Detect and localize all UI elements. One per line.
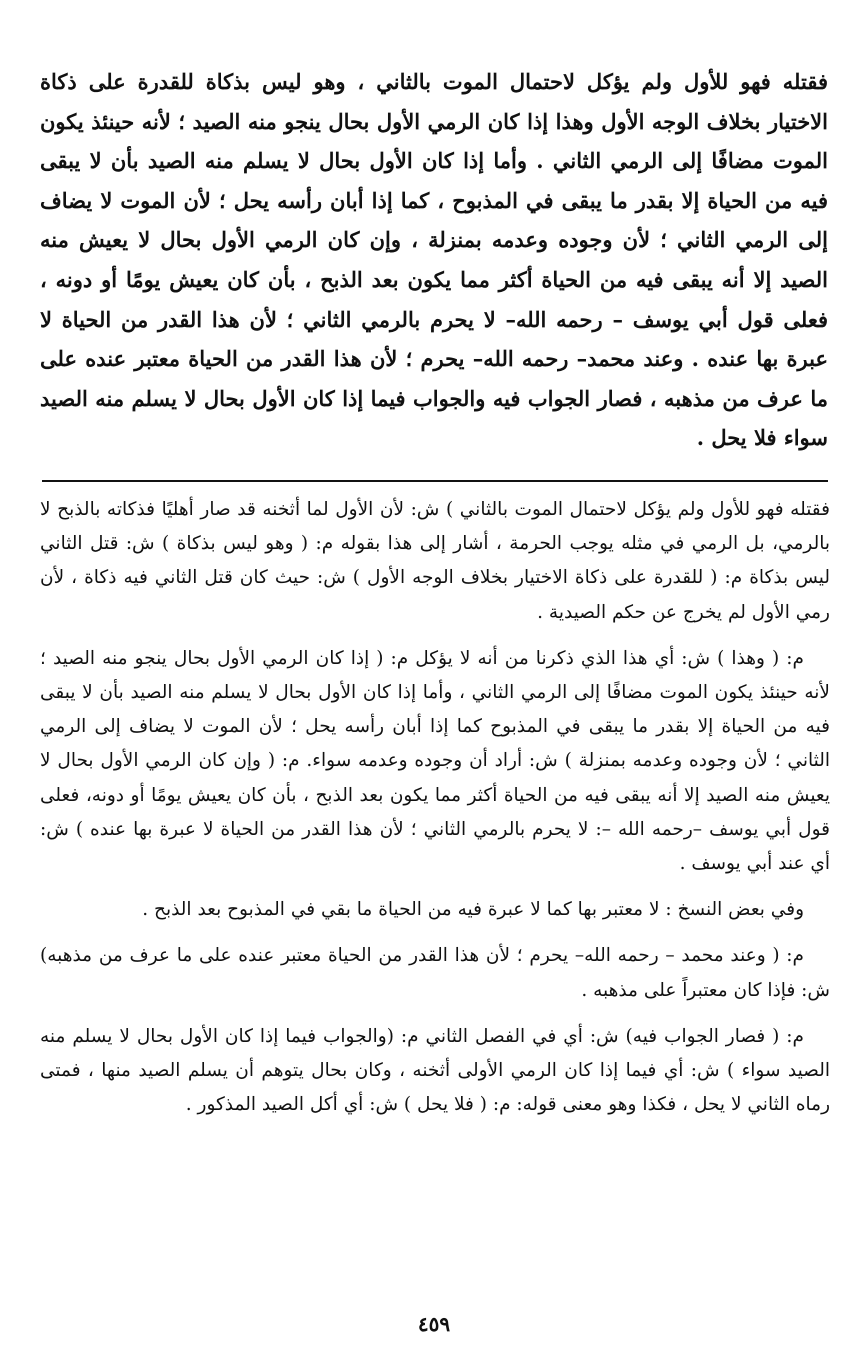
commentary-block: [40, 493, 830, 1134]
commentary-paragraph: م: ( فصار الجواب فيه) ش: أي في الفصل الثاني م: (والجواب فيما إذا كان الأول بحال لا يسلم منه الصيد سواء ) ش: أي فيما إذا كان الرمي الأولى أثخنه ، وكان بحال يتوهم أن يسلم الصيد منها ، فمتى رماه الثاني لا يحل ، فكذا وهو معنى قوله: م: ( فلا يحل ) ش: أي أكل الصيد المذكور .: [40, 1025, 830, 1116]
page-number: ٤٥٩: [417, 1312, 451, 1336]
main-text-block: [40, 62, 828, 458]
commentary-paragraph: م: ( وهذا ) ش: أي هذا الذي ذكرنا من أنه لا يؤكل م: ( إذا كان الرمي الأول بحال ينجو منه الصيد ؛ لأنه حينئذ يكون الموت مضافًا إلى الرمي الثاني ، وأما إذا كان الأول بحال لا يسلم منه الصيد بأن لا يبقى فيه من الحياة إلا بقدر ما يبقى في المذبوح كما إذا أبان رأسه يحل ؛ لأن الموت لا يضاف إلى الرمي الثاني ؛ لأن وجوده وعدمه بمنزلة ) ش: أراد أن وجوده وعدمه سواء. م: ( وإن كان الرمي الأول بحال لا يعيش منه الصيد إلا أنه يبقى فيه من الحياة أكثر مما يكون بعد الذبح ، بأن كان يعيش يومًا أو دونه، فعلى قول أبي يوسف –رحمه الله –: لا يحرم بالرمي الثاني ؛ لأن هذا القدر من الحياة لا عبرة بها عنده ) ش: أي عند أبي يوسف .: [40, 647, 830, 875]
main-text: [40, 62, 828, 458]
commentary-paragraph: وفي بعض النسخ : لا معتبر بها كما لا عبرة فيه من الحياة ما بقي في المذبوح بعد الذبح .: [142, 899, 804, 921]
main-paragraph: فقتله فهو للأول ولم يؤكل لاحتمال الموت بالثاني ، وهو ليس بذكاة للقدرة على ذكاة الاختيار بخلاف الوجه الأول وهذا إذا كان الرمي الأول بحال ينجو منه الصيد ؛ لأنه حينئذ يكون الموت مضافًا إلى الرمي الثاني . وأما إذا كان الأول بحال لا يسلم منه الصيد بأن لا يبقى فيه من الحياة إلا بقدر ما يبقى في المذبوح ، كما إذا أبان رأسه يحل ؛ لأن الموت لا يضاف إلى الرمي الثاني ؛ لأن وجوده وعدمه بمنزلة ، وإن كان الرمي الأول بحال لا يعيش منه الصيد إلا أنه يبقى فيه من الحياة أكثر مما يكون بعد الذبح ، بأن كان يعيش يومًا أو دونه ، فعلى قول أبي يوسف – رحمه الله– لا يحرم بالرمي الثاني ؛ لأن هذا القدر من الحياة لا عبرة بها عنده . وعند محمد– رحمه الله– يحرم ؛ لأن هذا القدر من الحياة معتبر عنده على ما عرف من مذهبه ، فصار الجواب فيه والجواب فيما إذا كان الأول بحال لا يسلم منه الصيد سواء فلا يحل .: [40, 69, 828, 451]
commentary-paragraph: فقتله فهو للأول ولم يؤكل لاحتمال الموت بالثاني ) ش: لأن الأول لما أثخنه قد صار أهليًا فذكاته بالذبح لا بالرمي، بل الرمي في مثله يوجب الحرمة ، أشار إلى هذا بقوله م: ( وهو ليس بذكاة ) ش: قتل الثاني ليس بذكاة م: ( للقدرة على ذكاة الاختيار بخلاف الوجه الأول ) ش: حيث كان قتل الثاني فيه ذكاة ، لأن رمي الأول لم يخرج عن حكم الصيدية .: [40, 499, 830, 623]
commentary-paragraph: م: ( وعند محمد – رحمه الله– يحرم ؛ لأن هذا القدر من الحياة معتبر عنده على ما عرف من مذهبه) ش: فإذا كان معتبراً على مذهبه .: [40, 945, 830, 1001]
section-divider: [42, 480, 828, 482]
